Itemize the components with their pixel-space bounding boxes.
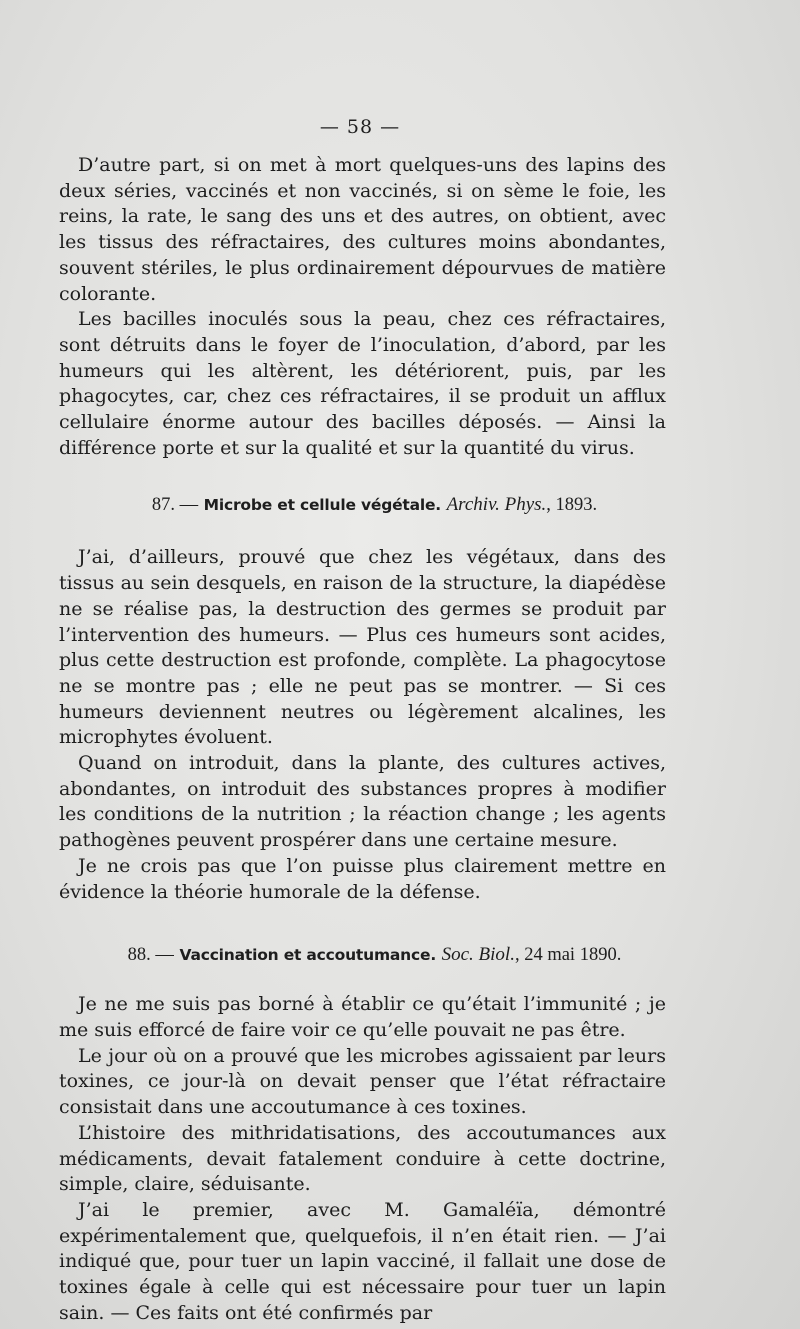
paragraph: J’ai le premier, avec M. Gamaléïa, démontré expérimentalement que, quelquefois, il n’en était rien. — J’ai indiqué que, pour tuer un lapin vacciné, il fallait une dose de toxines égale à celle qui est nécessaire pour tuer un lapin sain. — Ces faits ont été confirmés par xyxy=(59,1198,666,1324)
section-source-date: , 1893. xyxy=(546,495,598,516)
paragraph: Les bacilles inoculés sous la peau, chez ces réfractaires, sont détruits dans le foyer de l’inoculation, d’abord, par les humeurs qui les altèrent, les détériorent, puis, par les phagocytes, car, chez ces réfractaires, il se produit un afflux cellulaire énorme autour des bacilles déposés. — Ainsi la différence porte et sur la qualité et sur la quantité du virus. xyxy=(59,308,666,459)
section-source-date: , 24 mai 1890. xyxy=(514,945,622,966)
page-number: — 58 — xyxy=(319,116,401,138)
spacer xyxy=(59,905,666,942)
paragraph: Je ne me suis pas borné à établir ce qu’était l’immunité ; je me suis efforcé de faire voir ce qu’elle pouvait ne pas être. xyxy=(59,993,666,1041)
section-source: Soc. Biol. xyxy=(441,944,515,966)
section-number: 87. — xyxy=(151,495,199,516)
section-number: 88. — xyxy=(127,945,174,966)
section-title: Vaccination et accoutumance. xyxy=(179,946,437,965)
paragraph: Le jour où on a prouvé que les microbes agissaient par leurs toxines, ce jour-là on devait penser que l’état réfractaire consistait dans une accoutumance à ces toxines. xyxy=(59,1044,666,1119)
spacer xyxy=(59,461,666,492)
paragraph: Je ne crois pas que l’on puisse plus clairement mettre en évidence la théorie humorale de la défense. xyxy=(59,854,666,903)
paragraph: L’histoire des mithridatisations, des accoutumances aux médicaments, devait fatalement conduire à cette doctrine, simple, claire, séduisante. xyxy=(59,1121,666,1196)
paragraph: J’ai, d’ailleurs, prouvé que chez les végétaux, dans des tissus au sein desquels, en raison de la structure, la diapédèse ne se réalise pas, la destruction des germes se produit par l’intervention des humeurs. — Plus ces humeurs sont acides, plus cette destruction est profonde, complète. La phagocytose ne se montre pas ; elle ne peut pas se montrer. — Si ces humeurs deviennent neutres ou légèrement alcalines, les microphytes évoluent. xyxy=(59,546,666,749)
section-source: Archiv. Phys. xyxy=(446,494,547,516)
section-title: Microbe et cellule végétale. xyxy=(203,496,441,515)
paragraph: Quand on introduit, dans la plante, des cultures actives, abondantes, on introduit des substances propres à modifier les conditions de la nutrition ; la réaction change ; les agents pathogènes peuvent prospérer dans une certaine mesure. xyxy=(59,752,666,852)
spacer xyxy=(59,518,666,545)
page-body xyxy=(59,153,666,1326)
spacer xyxy=(59,968,666,992)
section-heading-88 xyxy=(59,942,666,968)
section-heading-87 xyxy=(59,492,666,518)
paragraph: D’autre part, si on met à mort quelques-uns des lapins des deux séries, vaccinés et non vaccinés, si on sème le foie, les reins, la rate, le sang des uns et des autres, on obtient, avec les tissus des réfractaires, des cultures moins abondantes, souvent stériles, le plus ordinairement dépourvues de matière colorante. xyxy=(59,154,666,305)
